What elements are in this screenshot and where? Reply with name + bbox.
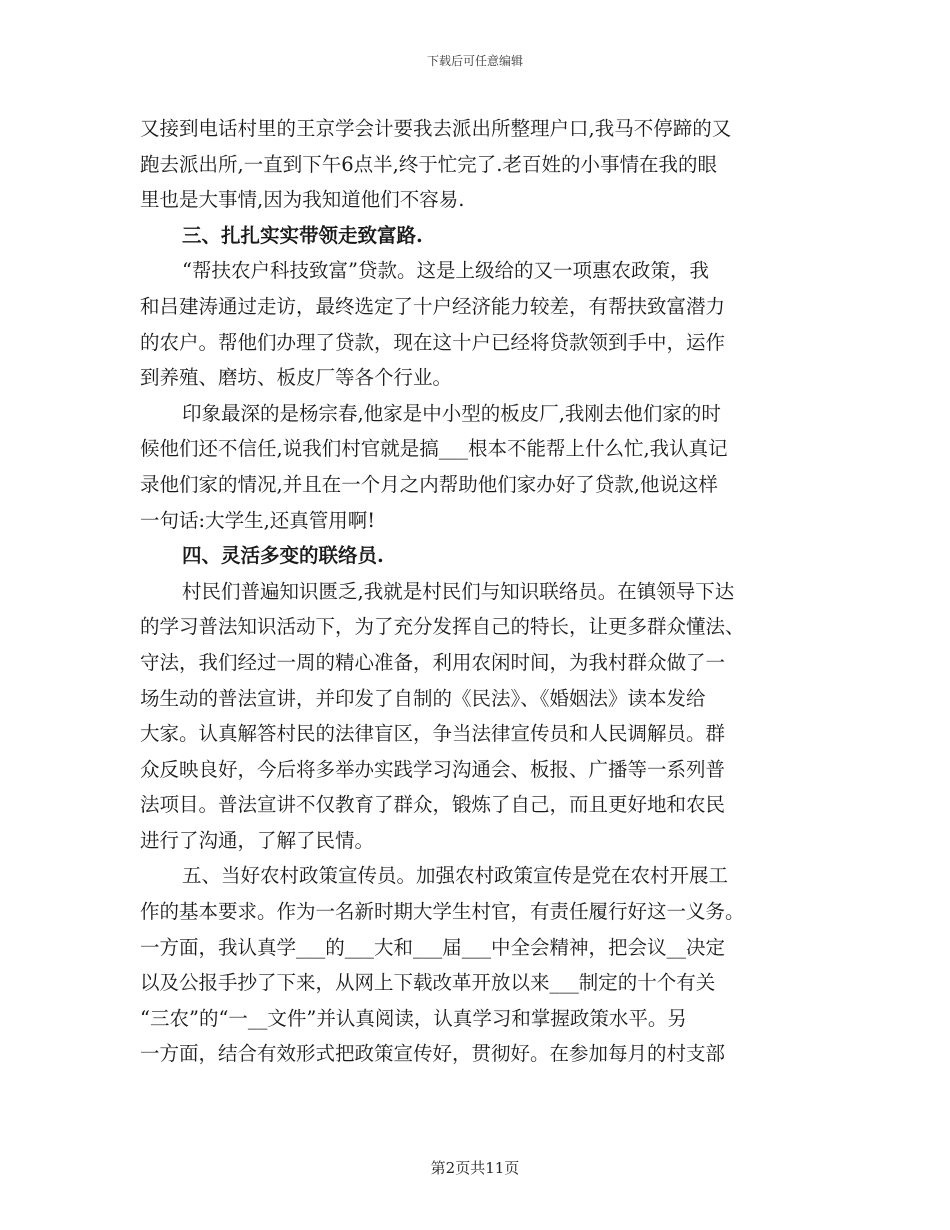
text-line: 以及公报手抄了下来，从网上下载改革开放以来___制定的十个有关	[140, 971, 716, 995]
text-line: 印象最深的是杨宗春,他家是中小型的板皮厂,我刚去他们家的时	[182, 401, 721, 425]
text-line: 和吕建涛通过走访，最终选定了十户经济能力较差，有帮扶致富潜力	[140, 294, 726, 318]
text-line: 五、当好农村政策宣传员。加强农村政策宣传是党在农村开展工	[182, 864, 729, 888]
text-line: 场生动的普法宣讲，并印发了自制的《民法》、《婚姻法》读本发给	[140, 686, 706, 710]
text-line: 村民们普遍知识匮乏,我就是村民们与知识联络员。在镇领导下达	[182, 579, 735, 603]
text-line: 一方面，我认真学___的___大和___届___中全会精神，把会议__决定	[140, 935, 726, 959]
section-heading: 三、扎扎实实带领走致富路.	[182, 223, 423, 247]
text-line: 跑去派出所,一直到下午6点半,终于忙完了.老百姓的小事情在我的眼	[140, 152, 718, 176]
page-header: 下载后可任意编辑	[426, 54, 523, 68]
page-footer: 第2页共11页	[430, 1159, 520, 1177]
text-line: 到养殖、磨坊、板皮厂等各个行业。	[140, 366, 453, 390]
text-line: “帮扶农户科技致富”贷款。这是上级给的又一项惠农政策，我	[182, 259, 709, 283]
text-line: 进行了沟通，了解了民情。	[140, 828, 375, 852]
text-line: 候他们还不信任,说我们村官就是搞___根本不能帮上什么忙,我认真记	[140, 437, 728, 461]
text-line: 的学习普法知识活动下，为了充分发挥自己的特长，让更多群众懂法、	[140, 615, 745, 639]
section-heading: 四、灵活多变的联络员.	[182, 544, 384, 568]
text-line: 法项目。普法宣讲不仅教育了群众，锻炼了自己，而且更好地和农民	[140, 793, 726, 817]
text-line: 录他们家的情况,并且在一个月之内帮助他们家办好了贷款,他说这样	[140, 472, 718, 496]
text-line: 里也是大事情,因为我知道他们不容易.	[140, 188, 465, 212]
document-body	[140, 111, 800, 1072]
text-line: 作的基本要求。作为一名新时期大学生村官，有责任履行好这一义务。	[140, 900, 745, 924]
text-line: “三农”的“一__文件”并认真阅读，认真学习和掌握政策水平。另	[140, 1006, 687, 1030]
text-line: 一句话:大学生,还真管用啊!	[140, 508, 376, 532]
text-line: 守法，我们经过一周的精心准备，利用农闲时间，为我村群众做了一	[140, 650, 726, 674]
text-line: 众反映良好，今后将多举办实践学习沟通会、板报、广播等一系列普	[140, 757, 726, 781]
text-line: 大家。认真解答村民的法律盲区，争当法律宣传员和人民调解员。群	[140, 722, 726, 746]
text-line: 又接到电话村里的王京学会计要我去派出所整理户口,我马不停蹄的又	[140, 117, 732, 140]
text-line: 一方面，结合有效形式把政策宣传好，贯彻好。在参加每月的村支部	[140, 1042, 726, 1066]
text-line: 的农户。帮他们办理了贷款，现在这十户已经将贷款领到手中，运作	[140, 330, 726, 354]
